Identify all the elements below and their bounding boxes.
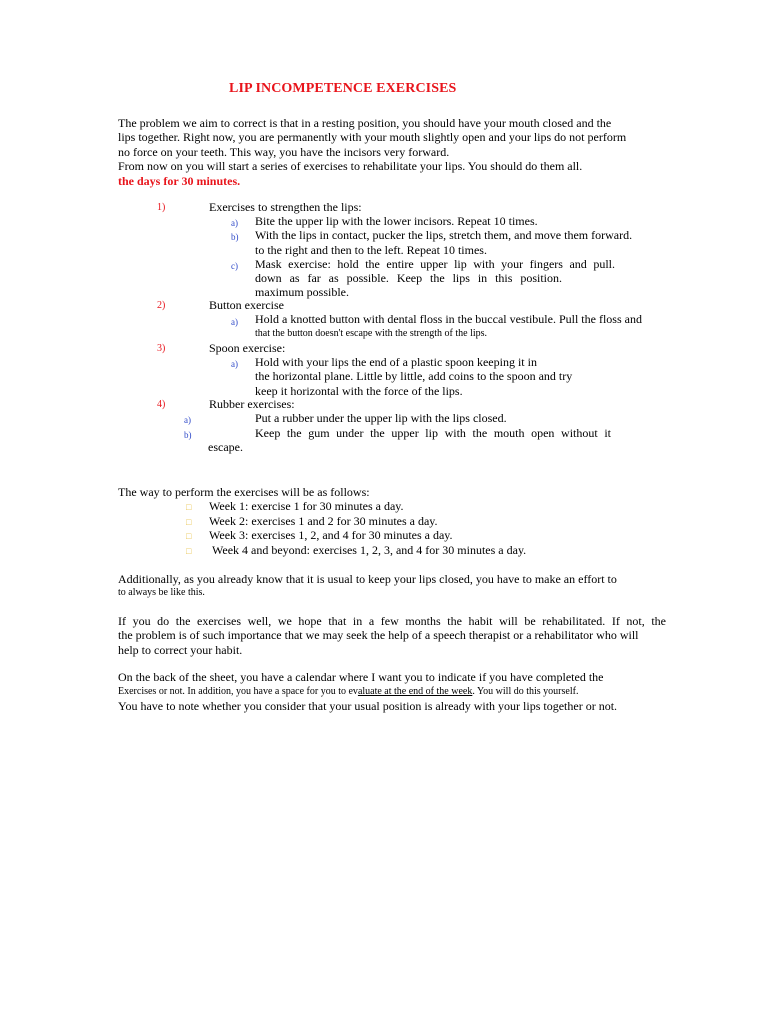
item-line: Bite the upper lip with the lower incisors. Repeat 10 times. [255,214,538,228]
checkbox-bullet-icon: □ [186,531,192,541]
item-line: keep it horizontal with the force of the lips. [255,384,463,398]
exercise-label: Button exercise [209,298,284,312]
schedule-intro: The way to perform the exercises will be as follows: [118,485,370,499]
exercise-number: 4) [157,399,166,410]
rehab-line: help to correct your habit. [118,642,243,657]
exercise-number: 2) [157,300,166,311]
back-sheet-line: You have to note whether you consider that your usual position is already with your lips together or not. [118,699,618,713]
item-letter: c) [231,261,238,271]
additionally-line: Additionally, as you already know that it is usual to keep your lips closed, you have to make an effort to [118,572,617,586]
checkbox-bullet-icon: □ [186,546,192,556]
intro-line: From now on you will start a series of exercises to rehabilitate your lips. You should do them all. [118,159,583,174]
intro-line: lips together. Right now, you are permanently with your mouth slightly open and your lips do not perform [118,130,627,145]
exercise-label: Exercises to strengthen the lips: [209,200,362,214]
item-letter: b) [184,430,192,440]
rehab-line: If you do the exercises well, we hope that in a few months the habit will be rehabilitated. If not, the [118,614,666,628]
item-line: to the right and then to the left. Repeat 10 times. [255,243,487,257]
item-line: maximum possible. [255,285,349,299]
intro-line: no force on your teeth. This way, you have the incisors very forward. [118,144,450,159]
exercise-number: 1) [157,202,166,213]
schedule-week: Week 4 and beyond: exercises 1, 2, 3, and 4 for 30 minutes a day. [212,543,527,557]
item-line: Mask exercise: hold the entire upper lip with your fingers and pull. [255,257,615,271]
back-sheet-text: . You will do this yourself. [472,686,579,697]
item-letter: a) [231,317,238,327]
item-line: escape. [208,440,243,454]
item-letter: a) [231,218,238,228]
additionally-line: to always be like this. [118,587,205,598]
back-sheet-line: On the back of the sheet, you have a calendar where I want you to indicate if you have completed the [118,670,604,684]
item-line: Keep the gum under the upper lip with the mouth open without it [255,426,611,440]
document-title: LIP INCOMPETENCE EXERCISES [229,81,457,96]
schedule-week: Week 1: exercise 1 for 30 minutes a day. [209,499,404,513]
checkbox-bullet-icon: □ [186,502,192,512]
item-line: down as far as possible. Keep the lips in this position. [255,271,562,285]
rehab-line: the problem is of such importance that we may seek the help of a speech therapist or a rehabilitator who will [118,628,639,643]
item-line: Hold a knotted button with dental floss in the buccal vestibule. Pull the floss and [255,312,642,326]
item-line: With the lips in contact, pucker the lips, stretch them, and move them forward. [255,228,633,242]
item-letter: a) [231,359,238,369]
checkbox-bullet-icon: □ [186,517,192,527]
back-sheet-text: Exercises or not. In addition, you have a space for you to ev [118,686,358,697]
exercise-number: 3) [157,343,166,354]
intro-line: The problem we aim to correct is that in a resting position, you should have your mouth closed and the [118,116,612,130]
schedule-week: Week 3: exercises 1, 2, and 4 for 30 minutes a day. [209,528,453,542]
back-sheet-underlined-text: aluate at the end of the week [357,686,473,697]
item-letter: b) [231,232,239,242]
item-line: Hold with your lips the end of a plastic spoon keeping it in [255,355,537,369]
rehab-paragraph [118,614,666,657]
item-letter: a) [184,415,191,425]
item-line: that the button doesn't escape with the strength of the lips. [255,328,488,339]
item-line: the horizontal plane. Little by little, add coins to the spoon and try [255,369,573,383]
exercise-label: Rubber exercises: [209,397,295,411]
back-sheet-line [118,685,578,699]
exercise-label: Spoon exercise: [209,341,286,355]
schedule-week: Week 2: exercises 1 and 2 for 30 minutes a day. [209,514,438,528]
item-line: Put a rubber under the upper lip with the lips closed. [255,411,507,425]
intro-highlight: the days for 30 minutes. [118,173,241,188]
intro-paragraph [118,116,666,188]
